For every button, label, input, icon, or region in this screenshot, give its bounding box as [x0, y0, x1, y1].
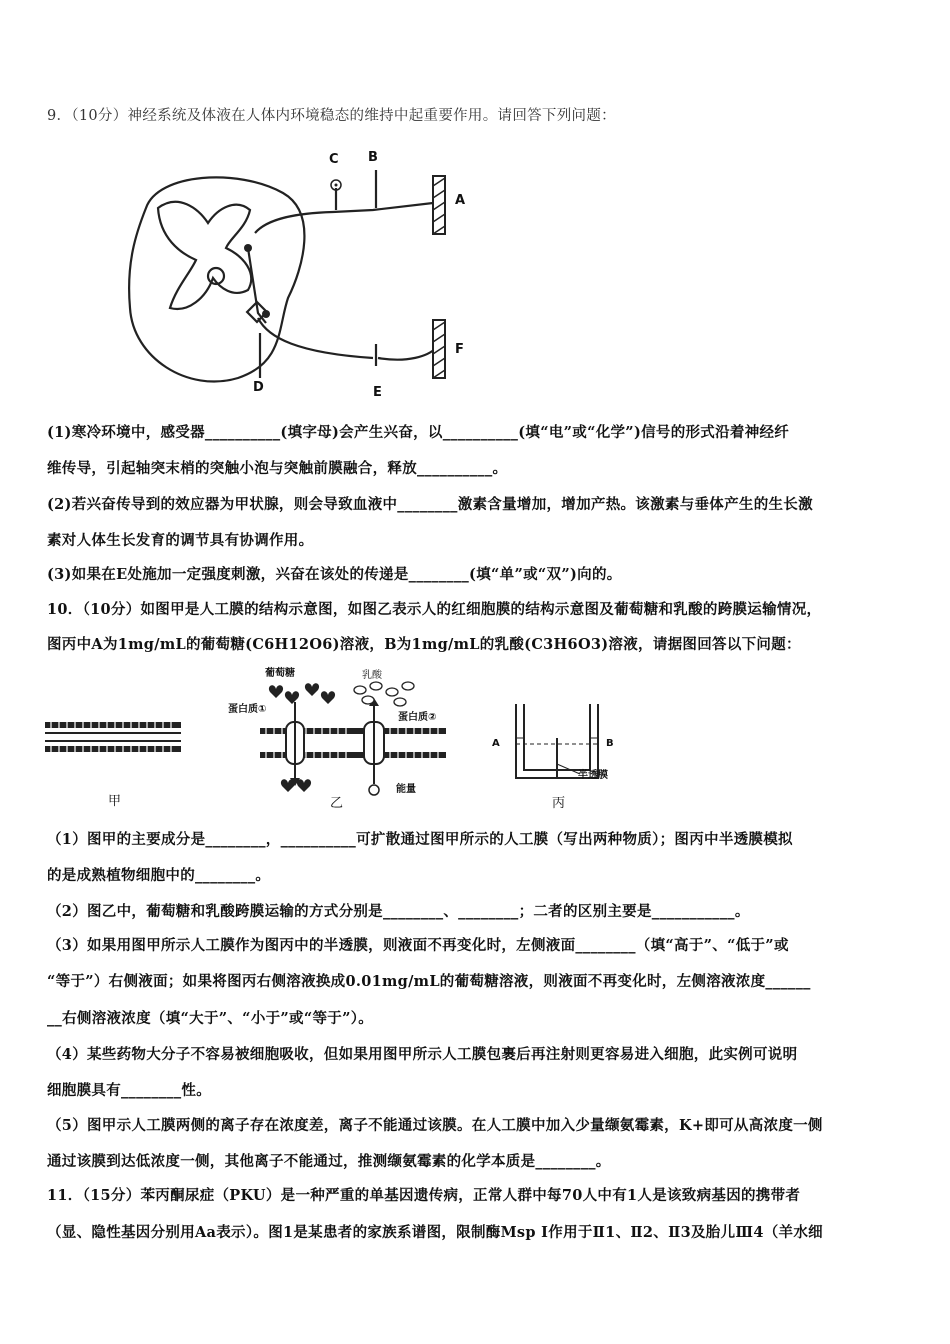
label-c: C	[329, 152, 339, 167]
q10-header-a: 10．（10分）如图甲是人工膜的结构示意图，如图乙表示人的红细胞膜的结构示意图及葡萄糖和乳酸的跨膜运输情况，	[47, 601, 822, 618]
label-energy: 能量	[396, 784, 416, 795]
label-b: B	[368, 150, 378, 165]
label-protein2: 蛋白质②	[398, 712, 437, 723]
q10-p3a: （3）如果用图甲所示人工膜作为图丙中的半透膜，则液面不再变化时，左侧液面________（填“高于”、“低于”或	[47, 937, 789, 954]
figure-yi-membrane	[260, 672, 450, 802]
q10-p4a: （4）某些药物大分子不容易被细胞吸收，但如果用图甲所示人工膜包裹后再注射则更容易进入细胞，此实例可说明	[47, 1046, 798, 1063]
label-f: F	[455, 342, 464, 357]
q9-header: 9．（10分）神经系统及体液在人体内环境稳态的维持中起重要作用。请回答下列问题：	[47, 108, 616, 124]
q10-p5a: （5）图甲示人工膜两侧的离子存在浓度差，离子不能通过该膜。在人工膜中加入少量缬氨霉素，K+即可从高浓度一侧	[47, 1117, 823, 1134]
label-semipermeable: 半透膜	[578, 770, 608, 781]
label-d: D	[253, 380, 264, 395]
q10-p2: （2）图乙中，葡萄糖和乳酸跨膜运输的方式分别是________、________；二者的区别主要是___________。	[47, 903, 750, 920]
q10-p3c: __右侧溶液浓度（填“大于”、“小于”或“等于”）。	[47, 1010, 374, 1027]
q9-p3: (3)如果在E处施加一定强度刺激，兴奋在该处的传递是________(填“单”或“双”)向的。	[47, 566, 622, 583]
q10-p1b: 的是成熟植物细胞中的________。	[47, 867, 271, 884]
label-protein1: 蛋白质①	[228, 704, 267, 715]
label-e: E	[373, 385, 382, 400]
figure-jia-bilayer	[45, 720, 185, 756]
q10-p1a: （1）图甲的主要成分是________，__________可扩散通过图甲所示的人工膜（写出两种物质）；图丙中半透膜模拟	[47, 831, 793, 848]
fig-jia-label: 甲	[108, 794, 122, 809]
label-utube-a: A	[492, 738, 500, 749]
q9-p2a: (2)若兴奋传导到的效应器为甲状腺，则会导致血液中________激素含量增加，增加产热。该激素与垂体产生的生长激	[47, 496, 813, 513]
q10-p4b: 细胞膜具有________性。	[47, 1082, 211, 1099]
label-utube-b: B	[606, 738, 614, 749]
q9-p1a: (1)寒冷环境中，感受器__________(填字母)会产生兴奋，以__________(填“电”或“化学”)信号的形式沿着神经纤	[47, 424, 790, 441]
fig-bing-label: 丙	[552, 796, 566, 811]
q10-p5b: 通过该膜到达低浓度一侧，其他离子不能通过，推测缬氨霉素的化学本质是________。	[47, 1153, 611, 1170]
q11-header-a: 11．（15分）苯丙酮尿症（PKU）是一种严重的单基因遗传病，正常人群中每70人中有1人是该致病基因的携带者	[47, 1187, 801, 1204]
q9-p2b: 素对人体生长发育的调节具有协调作用。	[47, 532, 314, 549]
q10-p3b: “等于”）右侧液面；如果将图丙右侧溶液换成0.01mg/mL的葡萄糖溶液，则液面不再变化时，左侧溶液浓度______	[47, 973, 811, 990]
spinal-reflex-figure	[118, 148, 478, 408]
label-glucose: 葡萄糖	[265, 668, 295, 679]
fig-yi-label: 乙	[330, 796, 344, 811]
q9-p1b: 维传导，引起轴突末梢的突触小泡与突触前膜融合，释放__________。	[47, 460, 508, 477]
q11-header-b: （显、隐性基因分别用Aa表示）。图1是某患者的家族系谱图，限制酶Msp I作用于Ⅱ1、Ⅱ2、Ⅱ3及胎儿Ⅲ4（羊水细	[47, 1224, 823, 1241]
label-lactate: 乳酸	[362, 670, 382, 681]
q10-header-b: 图丙中A为1mg/mL的葡萄糖(C6H12O6)溶液，B为1mg/mL的乳酸(C3H6O3)溶液，请据图回答以下问题：	[47, 636, 801, 653]
label-a: A	[455, 193, 466, 208]
